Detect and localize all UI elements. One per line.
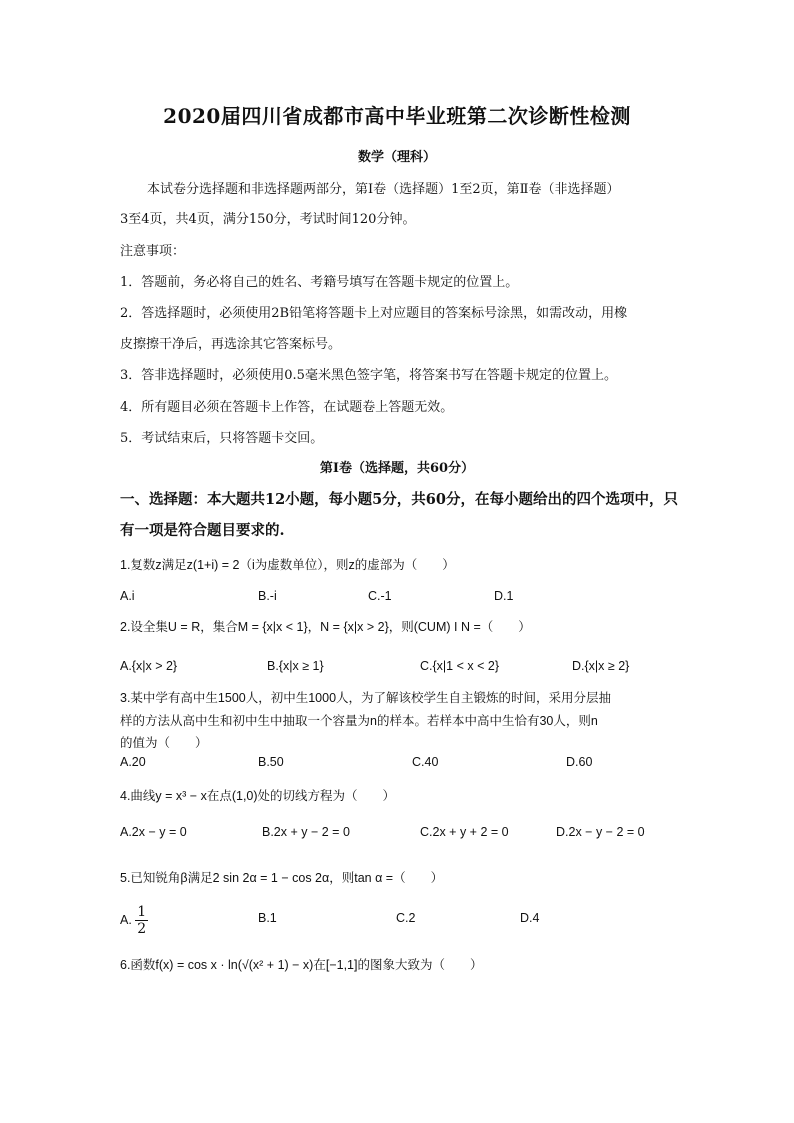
question-4-option-d: D.2x − y − 2 = 0 bbox=[556, 825, 645, 839]
question-3-option-c: C.40 bbox=[412, 755, 439, 769]
question-2-option-d: D.{x|x ≥ 2} bbox=[572, 659, 630, 673]
question-6-stem: 6.函数f(x) = cos x · ln(√(x² + 1) − x)在[−1,1]的图象大致为（ ） bbox=[120, 958, 483, 972]
question-4-option-b: B.2x + y − 2 = 0 bbox=[262, 825, 350, 839]
question-4-option-c: C.2x + y + 2 = 0 bbox=[420, 825, 509, 839]
section-title: 第Ⅰ卷（选择题，共60分） bbox=[319, 461, 475, 476]
fraction-denominator: 2 bbox=[137, 921, 147, 937]
question-4-stem: 4.曲线y = x³ − x在点(1,0)处的切线方程为（ ） bbox=[120, 789, 396, 803]
question-3-option-a: A.20 bbox=[120, 755, 146, 769]
question-3-option-d: D.60 bbox=[566, 755, 593, 769]
fraction-numerator: 1 bbox=[137, 904, 147, 920]
question-1-option-b: B.-i bbox=[258, 589, 277, 603]
question-3-stem-2: 样的方法从高中生和初中生中抽取一个容量为n的样本。若样本中高中生恰有30人，则n bbox=[120, 714, 598, 728]
note-item: 5．考试结束后，只将答题卡交回。 bbox=[120, 431, 324, 446]
page-title: 2020届四川省成都市高中毕业班第二次诊断性检测 bbox=[163, 104, 631, 128]
section-instruction-2: 有一项是符合题目要求的. bbox=[120, 522, 285, 539]
question-1-stem: 1.复数z满足z(1+i) = 2（i为虚数单位），则z的虚部为（ ） bbox=[120, 558, 455, 572]
question-5-option-a bbox=[120, 904, 148, 937]
note-item: 1．答题前，务必将自己的姓名、考籍号填写在答题卡规定的位置上。 bbox=[120, 275, 519, 290]
section-instruction-1: 一、选择题：本大题共12小题，每小题5分，共60分，在每小题给出的四个选项中，只 bbox=[120, 491, 678, 508]
note-item: 3．答非选择题时，必须使用0.5毫米黑色签字笔，将答案书写在答题卡规定的位置上。 bbox=[120, 368, 617, 383]
fraction bbox=[135, 904, 148, 937]
question-1-option-a: A.i bbox=[120, 589, 135, 603]
intro-line-2: 3至4页，共4页，满分150分，考试时间120分钟。 bbox=[120, 212, 416, 227]
note-item: 皮擦擦干净后，再选涂其它答案标号。 bbox=[120, 337, 342, 352]
question-2-option-c: C.{x|1 < x < 2} bbox=[420, 659, 499, 673]
question-5-option-a-label: A. bbox=[120, 912, 132, 927]
page-subtitle: 数学（理科） bbox=[357, 150, 436, 165]
question-5-option-b: B.1 bbox=[258, 911, 277, 925]
intro-line-1: 本试卷分选择题和非选择题两部分，第Ⅰ卷（选择题）1至2页，第Ⅱ卷（非选择题） bbox=[147, 182, 620, 197]
question-4-option-a: A.2x − y = 0 bbox=[120, 825, 187, 839]
question-5-stem: 5.已知锐角β满足2 sin 2α = 1 − cos 2α，则tan α =（ ） bbox=[120, 871, 444, 885]
question-2-option-b: B.{x|x ≥ 1} bbox=[267, 659, 324, 673]
note-item: 2．答选择题时，必须使用2B铅笔将答题卡上对应题目的答案标号涂黑，如需改动，用橡 bbox=[120, 306, 628, 321]
notes-heading: 注意事项： bbox=[120, 244, 186, 259]
note-item: 4．所有题目必须在答题卡上作答，在试题卷上答题无效。 bbox=[120, 400, 454, 415]
question-3-stem-3: 的值为（ ） bbox=[120, 736, 208, 750]
question-5-option-c: C.2 bbox=[396, 911, 416, 925]
question-2-option-a: A.{x|x > 2} bbox=[120, 659, 178, 673]
question-1-option-d: D.1 bbox=[494, 589, 514, 603]
question-1-option-c: C.-1 bbox=[368, 589, 392, 603]
question-3-option-b: B.50 bbox=[258, 755, 284, 769]
question-3-stem-1: 3.某中学有高中生1500人，初中生1000人，为了解该校学生自主锻炼的时间，采用分层抽 bbox=[120, 691, 612, 705]
question-5-option-d: D.4 bbox=[520, 911, 540, 925]
question-2-stem: 2.设全集U = R，集合M = {x|x < 1}，N = {x|x > 2}，则(CUM) I N =（ ） bbox=[120, 620, 531, 634]
